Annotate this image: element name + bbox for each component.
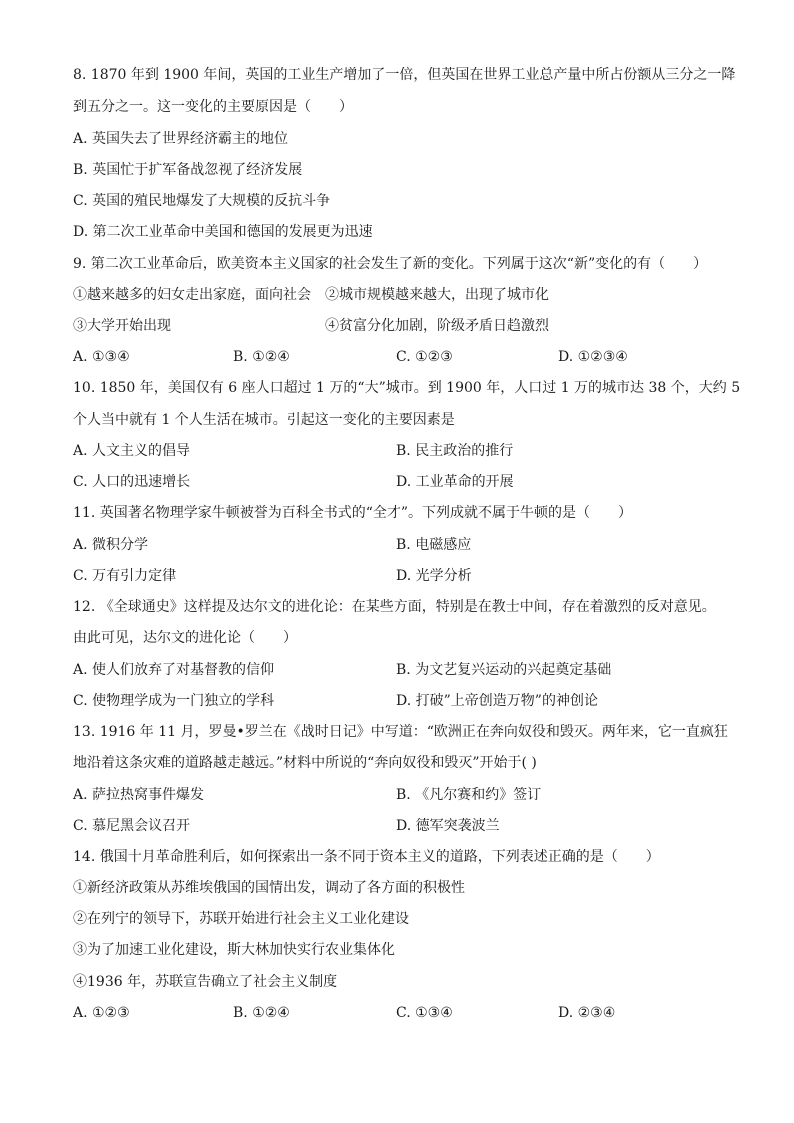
q14-option-b: B. ①②④ (233, 1005, 290, 1021)
q14-statement-3: ③为了加速工业化建设，斯大林加快实行农业集体化 (73, 942, 395, 958)
q14-option-d: D. ②③④ (558, 1005, 616, 1021)
q10-stem-line1: 10. 1850 年，美国仅有 6 座人口超过 1 万的“大”城市。到 1900 年，人口过 1 万的城市达 38 个，大约 5 (73, 380, 741, 396)
q11-options-row1 (73, 535, 733, 555)
q12-options-row2 (73, 691, 733, 711)
q9-option-a: A. ①③④ (73, 349, 130, 365)
q8-option-a: A. 英国失去了世界经济霸主的地位 (73, 131, 289, 147)
q13-stem-line2: 地沿着这条灾难的道路越走越远。”材料中所说的“奔向奴役和毁灭”开始于( ) (73, 755, 537, 771)
q11-options-row2 (73, 566, 733, 586)
q14-statement-4: ④1936 年，苏联宣告确立了社会主义制度 (73, 974, 338, 990)
q8-option-b: B. 英国忙于扩军备战忽视了经济发展 (73, 162, 303, 178)
q12-option-c: C. 使物理学成为一门独立的学科 (73, 693, 275, 709)
q11-option-c: C. 万有引力定律 (73, 568, 177, 584)
q9-statement-3: ③大学开始出现 (73, 318, 171, 334)
q8-option-c: C. 英国的殖民地爆发了大规模的反抗斗争 (73, 193, 331, 209)
q13-option-c: C. 慕尼黑会议召开 (73, 818, 191, 834)
q8-option-d: D. 第二次工业革命中美国和德国的发展更为迅速 (73, 224, 373, 240)
q10-options-row1 (73, 441, 733, 461)
q11-option-a: A. 微积分学 (73, 537, 149, 553)
q9-statement-1: ①越来越多的妇女走出家庭，面向社会 (73, 287, 311, 303)
q11-stem-line1: 11. 英国著名物理学家牛顿被誉为百科全书式的“全才”。下列成就不属于牛顿的是（ ） (73, 505, 633, 521)
q14-stem-line1: 14. 俄国十月革命胜利后，如何探索出一条不同于资本主义的道路，下列表述正确的是（ ） (73, 849, 660, 865)
q9-statements-row2 (73, 316, 733, 336)
q14-option-a: A. ①②③ (73, 1005, 130, 1021)
q10-option-d: D. 工业革命的开展 (396, 474, 514, 490)
q9-option-b: B. ①②④ (233, 349, 290, 365)
q13-option-a: A. 萨拉热窝事件爆发 (73, 787, 205, 803)
q14-option-c: C. ①③④ (396, 1005, 453, 1021)
q9-stem-line1: 9. 第二次工业革命后，欧美资本主义国家的社会发生了新的变化。下列属于这次“新”变化的有（ ） (73, 256, 708, 272)
q9-statement-4: ④贫富分化加剧，阶级矛盾日趋激烈 (325, 318, 549, 334)
q12-option-d: D. 打破”上帝创造万物”的神创论 (396, 693, 598, 709)
q12-stem-line2: 由此可见，达尔文的进化论（ ） (73, 630, 297, 646)
q14-statement-1: ①新经济政策从苏维埃俄国的国情出发，调动了各方面的积极性 (73, 880, 465, 896)
q11-option-d: D. 光学分析 (396, 568, 472, 584)
q11-option-b: B. 电磁感应 (396, 537, 472, 553)
q9-statements-row1 (73, 285, 733, 305)
q14-statement-2: ②在列宁的领导下，苏联开始进行社会主义工业化建设 (73, 911, 409, 927)
q12-option-b: B. 为文艺复兴运动的兴起奠定基础 (396, 662, 612, 678)
q13-stem-line1: 13. 1916 年 11 月，罗曼•罗兰在《战时日记》中写道：“欧洲正在奔向奴役和毁灭。两年来，它一直疯狂 (73, 724, 728, 740)
q9-option-c: C. ①②③ (396, 349, 453, 365)
q14-options-row (73, 1003, 733, 1023)
q10-stem-line2: 个人当中就有 1 个人生活在城市。引起这一变化的主要因素是 (73, 412, 455, 428)
q13-options-row1 (73, 785, 733, 805)
q8-stem-line2: 到五分之一。这一变化的主要原因是（ ） (73, 99, 353, 115)
q12-option-a: A. 使人们放弃了对基督教的信仰 (73, 662, 275, 678)
q13-option-d: D. 德军突袭波兰 (396, 818, 500, 834)
q10-option-c: C. 人口的迅速增长 (73, 474, 191, 490)
q8-stem-line1: 8. 1870 年到 1900 年间，英国的工业生产增加了一倍，但英国在世界工业总产量中所占份额从三分之一降 (73, 67, 736, 83)
q10-option-b: B. 民主政治的推行 (396, 443, 514, 459)
q9-option-d: D. ①②③④ (558, 349, 628, 365)
q10-options-row2 (73, 472, 733, 492)
q13-option-b: B. 《凡尔赛和约》签订 (396, 787, 542, 803)
q12-options-row1 (73, 660, 733, 680)
q10-option-a: A. 人文主义的倡导 (73, 443, 191, 459)
q9-options-row (73, 347, 733, 367)
q12-stem-line1: 12. 《全球通史》这样提及达尔文的进化论：在某些方面，特别是在教士中间，存在着激烈的反对意见。 (73, 599, 716, 615)
q9-statement-2: ②城市规模越来越大，出现了城市化 (325, 287, 549, 303)
q13-options-row2 (73, 816, 733, 836)
